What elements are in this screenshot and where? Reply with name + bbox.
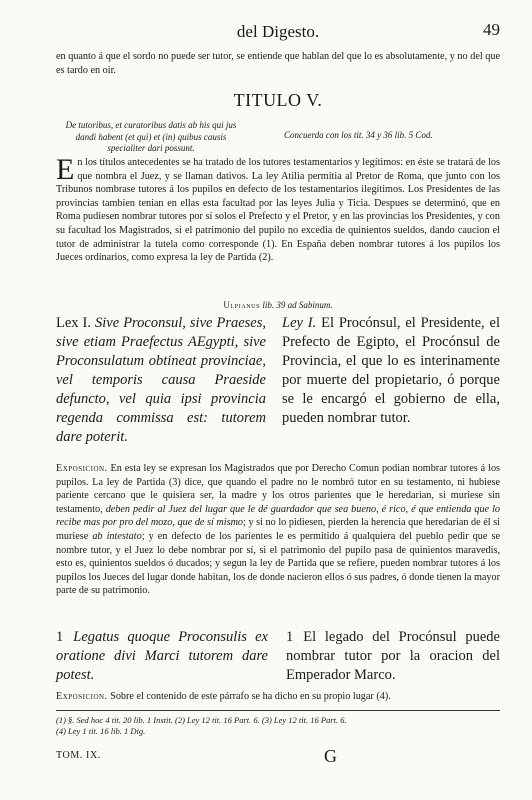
ley-spanish-text: El Procónsul, el Presidente, el Prefecto de Egipto, el Procónsul de Provincia, el que lo es interinamente por muerte del propietario, ó porque se le encargó el gobierno de ella, pueden nombrar tutor. <box>282 315 501 426</box>
drop-cap: E <box>56 153 75 186</box>
legatus-latin-number: 1 <box>56 629 64 645</box>
lead-paragraph <box>56 153 500 265</box>
lex-latin-text: Sive Proconsul, sive Praeses, sive etiam Praefectus AEgypti, sive Proconsulatum obtineat provinciae, vel temporis causa Praeside defuncto, vel quia ipsi provincia regenda commissa est: tutorem dare poterit. <box>56 315 266 445</box>
exposicion-quote: deben pedir al Juez del lugar que le dé guardador que sea bueno, é rico, é que entienda que lo recibe mas por pro del mozo, que de sí mismo <box>56 503 500 529</box>
footnote-line-1: (1) §. Sed hoc 4 tit. 20 lib. 1 Instit. (2) Ley 12 tit. 16 Part. 6. (3) Ley 12 tit. 16 Part. 6. <box>56 715 347 725</box>
title-rubric: De tutoribus, et curatoribus datis ab his qui jus dandi habent (et qui) et (in) quibus causis specialiter dari possunt. <box>65 120 237 153</box>
document-page <box>56 0 500 800</box>
footnotes <box>56 715 500 737</box>
lead-text: n los títulos antecedentes se ha tratado de los tutores testamentarios y legítimos: en éste se tratará de los que nombra el Juez, y se llaman dativos. La ley Atilia permitia al Pretor de Roma, que junto con los Tribunos nombrase tutores á los pupilos en defecto de los testamentarios ilegítimos. Los Presidentes de las provincias tambien tenian en ellas esta facultad por las leyes Julia y Ticia. Despues se determinó, que en Roma pudiesen nombrar tutores por sí solos el Prefecto y el Pretor, y en las provincias los Presidentes, y con su facultad los Magistrados, si el patrimonio del pupilo no excedia de quinientos sueldos, dando caucion el tutor de administrar la tutela como corresponde (1). En España deben nombrar tutores á los pupilos los Jueces ordinarios, como expresa la ley de Partida (2). <box>56 157 500 264</box>
exposicion-paragraph-2 <box>56 690 500 704</box>
concordance-note: Concuerda con los tit. 34 y 36 lib. 5 Cod. <box>284 130 433 140</box>
source-author: Ulpianus <box>223 300 261 310</box>
signature-mark: G <box>324 746 337 766</box>
legado-spanish-number: 1 <box>286 629 294 645</box>
exposicion-text-b: ; y si no lo pidiesen, pierden la herencia que heredarian de él si muriese <box>56 517 500 542</box>
ley-spanish-column <box>282 314 500 428</box>
legado-spanish-column <box>286 628 500 685</box>
volume-signature: TOM. IX. <box>56 750 101 761</box>
section-title: TITULO V. <box>233 90 323 110</box>
intro-paragraph: en quanto á que el sordo no puede ser tutor, se entiende que hablan del que lo es absolutamente, y no del que es tardo en oir. <box>56 51 500 76</box>
exposicion-text-2: Sobre el contenido de este párrafo se ha dicho en su propio lugar (4). <box>110 691 391 702</box>
legatus-latin-column <box>56 628 268 685</box>
exposicion-text-a: En esta ley se expresan los Magistrados que por Derecho Comun podian nombrar tutores á los pupilos. La ley de Partida (3) dice, que quando el padre no le nombró tutor en su testamento, ni hubiese pariente cercano que le quisiera ser, la madre y los otros parientes que le heredarian, si muriese sin testamento, <box>56 463 500 515</box>
footnote-rule <box>56 710 500 711</box>
source-reference <box>56 300 500 310</box>
lex-latin-label: Lex I. <box>56 315 92 331</box>
page-number: 49 <box>483 20 500 39</box>
exposicion-label: Exposicion. <box>56 463 108 474</box>
ley-spanish-label: Ley I. <box>282 315 317 331</box>
exposicion-label-2: Exposicion. <box>56 691 108 702</box>
legatus-latin-text: Legatus quoque Proconsulis ex oratione divi Marci tutorem dare potest. <box>56 629 268 683</box>
page-header <box>56 22 500 42</box>
exposicion-text-c: ; y en defecto de los parientes le es permitido á qualquiera del pueblo pedir que se nombre tutor, y el Juez lo debe nombrar por sí, si el patrimonio del pupilo pasa de quinientos maravedís, esto es, quinientos sueldos ó ducados; y segun la ley de Partida que se refiere, pueden nombrar tutores á los pupilos los Jueces del lugar donde habitan, los de donde nacieron ellos ó sus padres, ó donde tienen la mayor parte de su patrimonio. <box>56 530 500 597</box>
legado-spanish-text: El legado del Procónsul puede nombrar tutor por la oracion del Emperador Marco. <box>286 629 500 683</box>
exposicion-paragraph <box>56 462 500 598</box>
footnote-line-2: (4) Ley 1 tit. 16 lib. 1 Dig. <box>56 726 146 736</box>
running-head: del Digesto. <box>236 22 320 41</box>
ab-intestato: ab intestato <box>92 530 142 542</box>
source-ref: lib. 39 ad Sabinum. <box>262 300 333 310</box>
lex-latin-column <box>56 314 266 447</box>
